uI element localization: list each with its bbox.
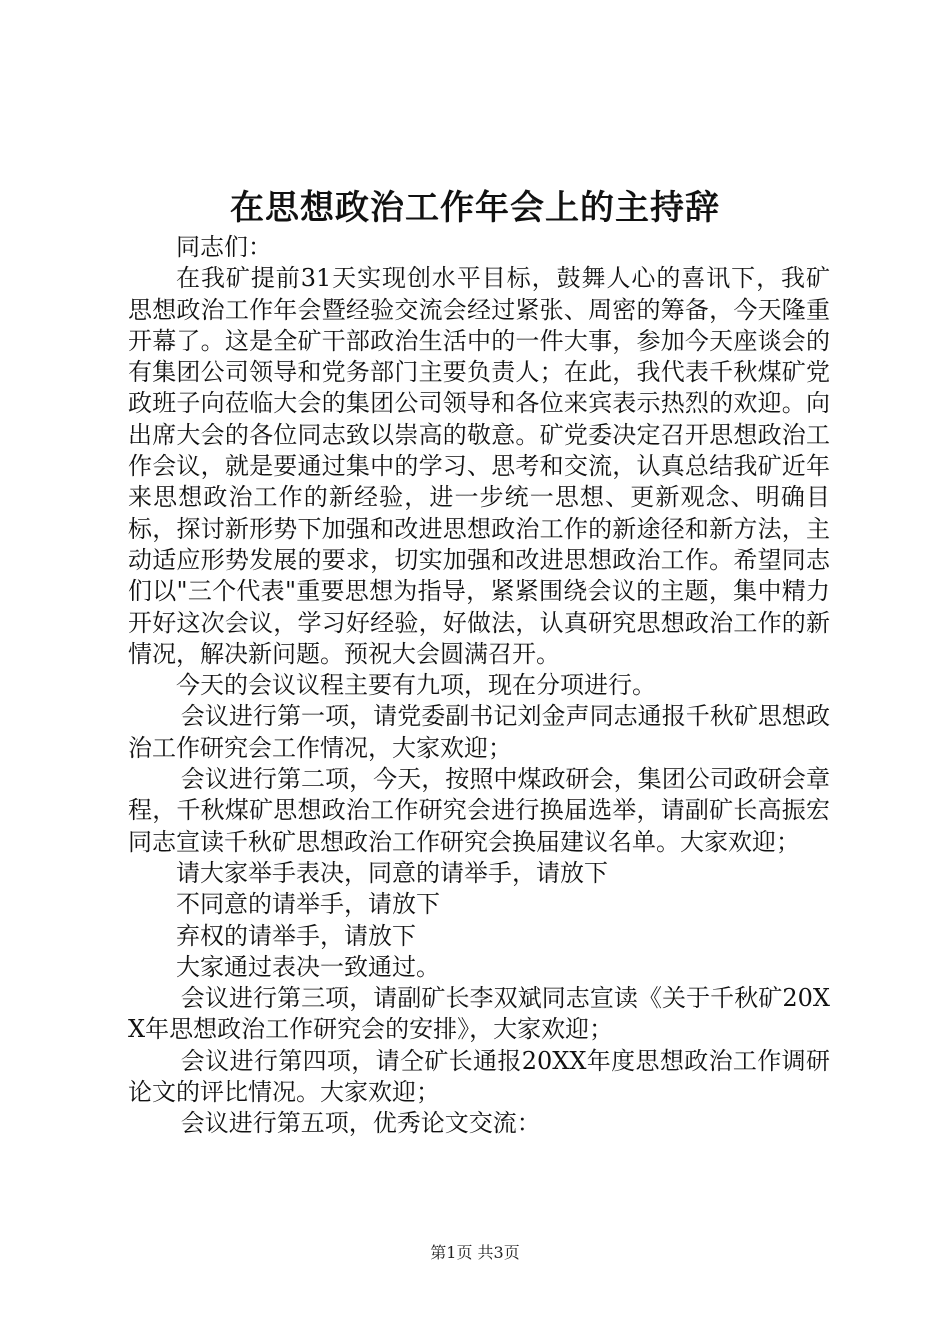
paragraph-agenda: 今天的会议议程主要有九项，现在分项进行。 bbox=[176, 671, 656, 700]
paragraph-vote-abstain: 弃权的请举手，请放下 bbox=[176, 921, 416, 950]
paragraph-vote-result: 大家通过表决一致通过。 bbox=[176, 952, 440, 981]
document-title: 在思想政治工作年会上的主持辞 bbox=[230, 188, 720, 228]
page-number-footer: 第1页 共3页 bbox=[430, 1243, 520, 1262]
paragraph-salutation: 同志们： bbox=[176, 233, 272, 261]
paragraph-opening: 在我矿提前31天实现创水平目标，鼓舞人心的喜讯下，我矿思想政治工作年会暨经验交流会经过紧张、周密的筹备，今天隆重开幕了。这是全矿干部政治生活中的一件大事，参加今天座谈会的有集团公司领导和党务部门主要负责人；在此，我代表千秋煤矿党政班子向莅临大会的集团公司领导和各位来宾表示热烈的欢迎。向出席大会的各位同志致以崇高的敬意。矿党委决定召开思想政治工作会议，就是要通过集中的学习、思考和交流，认真总结我矿近年来思想政治工作的新经验，进一步统一思想、更新观念、明确目标，探讨新形势下加强和改进思想政治工作的新途径和新方法，主动适应形势发展的要求，切实加强和改进思想政治工作。希望同志们以"三个代表"重要思想为指导，紧紧围绕会议的主题，集中精力开好这次会议，学习好经验，好做法，认真研究思想政治工作的新情况，解决新问题。预祝大会圆满召开。 bbox=[128, 264, 830, 668]
paragraph-vote-yes: 请大家举手表决，同意的请举手，请放下 bbox=[176, 858, 608, 887]
document-body bbox=[128, 232, 830, 1140]
paragraph-vote-no: 不同意的请举手，请放下 bbox=[176, 890, 440, 919]
paragraph-item-five: 会议进行第五项，优秀论文交流： bbox=[180, 1109, 541, 1138]
paragraph-item-one: 会议进行第一项，请党委副书记刘金声同志通报千秋矿思想政治工作研究会工作情况，大家欢迎； bbox=[128, 702, 830, 762]
paragraph-item-four: 会议进行第四项，请仝矿长通报20XX年度思想政治工作调研论文的评比情况。大家欢迎； bbox=[128, 1046, 830, 1107]
paragraph-item-three: 会议进行第三项，请副矿长李双斌同志宣读《关于千秋矿20XX年思想政治工作研究会的安排》，大家欢迎； bbox=[128, 984, 830, 1044]
paragraph-item-two: 会议进行第二项，今天，按照中煤政研会，集团公司政研会章程，千秋煤矿思想政治工作研究会进行换届选举，请副矿长高振宏同志宣读千秋矿思想政治工作研究会换届建议名单。大家欢迎； bbox=[128, 765, 830, 856]
